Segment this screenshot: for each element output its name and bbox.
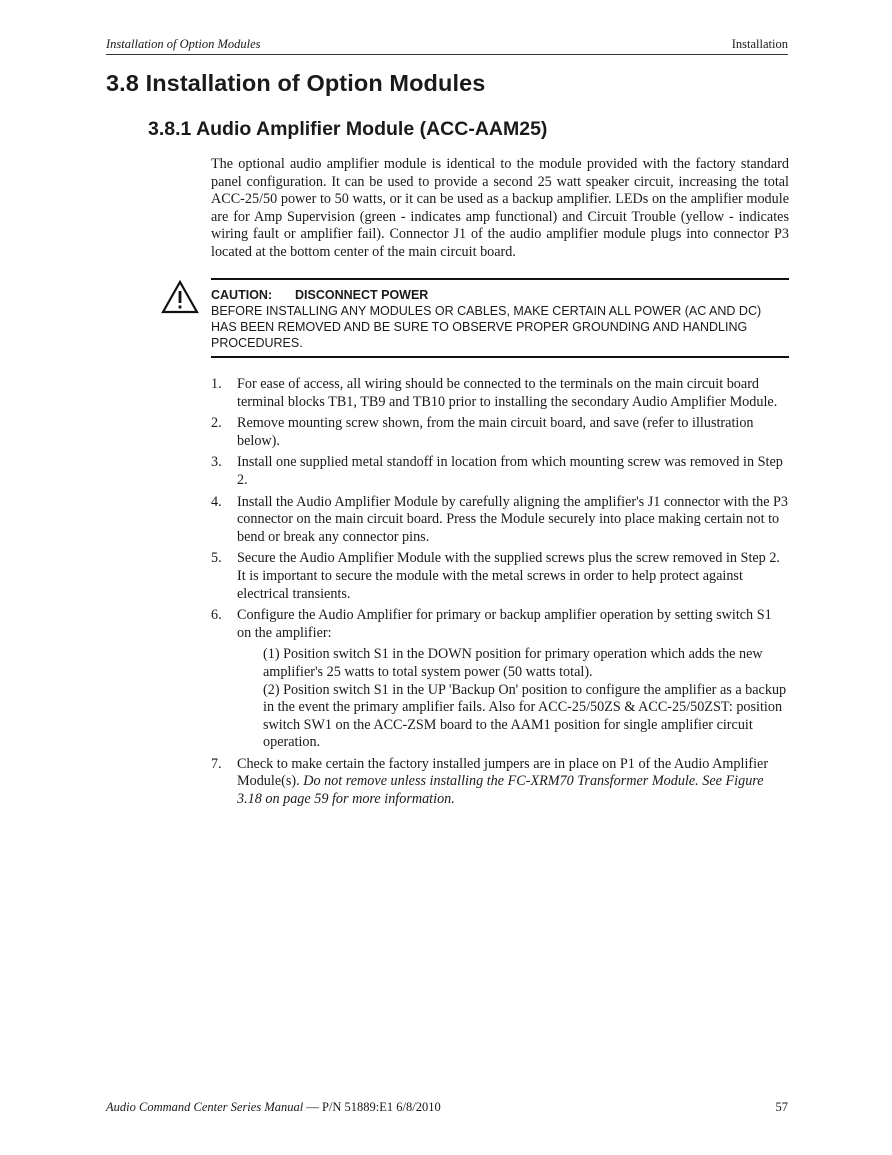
caution-label: CAUTION: [211,288,273,302]
step-text: Check to make certain the factory installed jumpers are in place on P1 of the Audio Amplifier Module(s). [237,755,769,790]
step-number: 4. [211,493,222,510]
intro-paragraph: The optional audio amplifier module is identical to the module provided with the factory standard panel configuration. It can be used to provide a second 25 watt speaker circuit, increasing the total ACC-25/50 power to 50 watts, or it can be used as a backup amplifier. LEDs on the amplifier module are for Amp Supervision (green - indicates amp functional) and Circuit Trouble (yellow - indicates wiring fault or amplifier fail). Connector J1 of the audio amplifier module plugs into connector P3 located at the bottom center of the main circuit board. [211,156,789,260]
step-text: For ease of access, all wiring should be connected to the terminals on the main circuit board terminal blocks TB1, TB9 and TB10 prior to installing the secondary Audio Amplifier Module. [237,376,778,410]
sub-item: (1) Position switch S1 in the DOWN position for primary operation which adds the new amplifier's 25 watts to total system power (50 watts total). [263,646,763,680]
step-number: 6. [211,607,222,624]
page-number: 57 [775,1100,788,1114]
caution-title [211,287,789,303]
subsection-heading: 3.8.1 Audio Amplifier Module (ACC-AAM25) [148,118,548,140]
steps-list [211,376,789,813]
list-item [211,415,789,450]
page-header [106,36,788,55]
caution-box [211,278,789,358]
list-item [211,756,789,809]
step-text: Secure the Audio Amplifier Module with the supplied screws plus the screw removed in Step 2. It is important to secure the module with the metal screws in order to help protect against electrical transients. [237,550,780,602]
section-heading: 3.8 Installation of Option Modules [106,70,486,96]
list-item [211,376,789,411]
step-number: 2. [211,415,222,432]
sub-list [237,646,789,752]
list-item [211,550,789,603]
step-text: Remove mounting screw shown, from the main circuit board, and save (refer to illustration below). [237,415,754,449]
step-text-wrap [237,756,789,809]
step-number: 5. [211,550,222,567]
list-item [211,454,789,489]
step-text: Install the Audio Amplifier Module by carefully aligning the amplifier's J1 connector with the P3 connector on the main circuit board. Press the Module securely into place making certain not to bend or break any connector pins. [237,493,789,545]
list-item [211,607,789,752]
warning-triangle-icon [161,280,199,314]
list-item [211,494,789,547]
footer-part-number: — P/N 51889:E1 6/8/2010 [303,1100,441,1114]
caution-body: BEFORE INSTALLING ANY MODULES OR CABLES, MAKE CERTAIN ALL POWER (AC AND DC) HAS BEEN REMOVED AND BE SURE TO OBSERVE PROPER GROUNDING AND HANDLING PROCEDURES. [211,304,762,350]
footer-doc-info [106,1100,441,1115]
header-section-title: Installation of Option Modules [106,37,261,51]
step-number: 3. [211,454,222,471]
caution-text [211,287,789,351]
step-text: Install one supplied metal standoff in location from which mounting screw was removed in Step 2. [237,454,783,488]
footer-manual-title: Audio Command Center Series Manual [106,1100,304,1114]
step-note-italic: Do not remove unless installing the FC-XRM70 Transformer Module. See Figure 3.18 on page 59 for more information. [237,773,764,808]
sub-item: (2) Position switch S1 in the UP 'Backup On' position to configure the amplifier as a backup in the event the primary amplifier fails. Also for ACC-25/50ZS & ACC-25/50ZST: position switch SW1 on the ACC-ZSM board to the AAM1 position for single amplifier circuit operation. [263,681,787,751]
step-number: 7. [211,755,222,772]
step-text: Configure the Audio Amplifier for primary or backup amplifier operation by setting switch S1 on the amplifier: [237,607,772,641]
header-chapter-title: Installation [731,37,788,51]
step-number: 1. [211,376,222,392]
caution-title-text: DISCONNECT POWER [295,288,429,302]
